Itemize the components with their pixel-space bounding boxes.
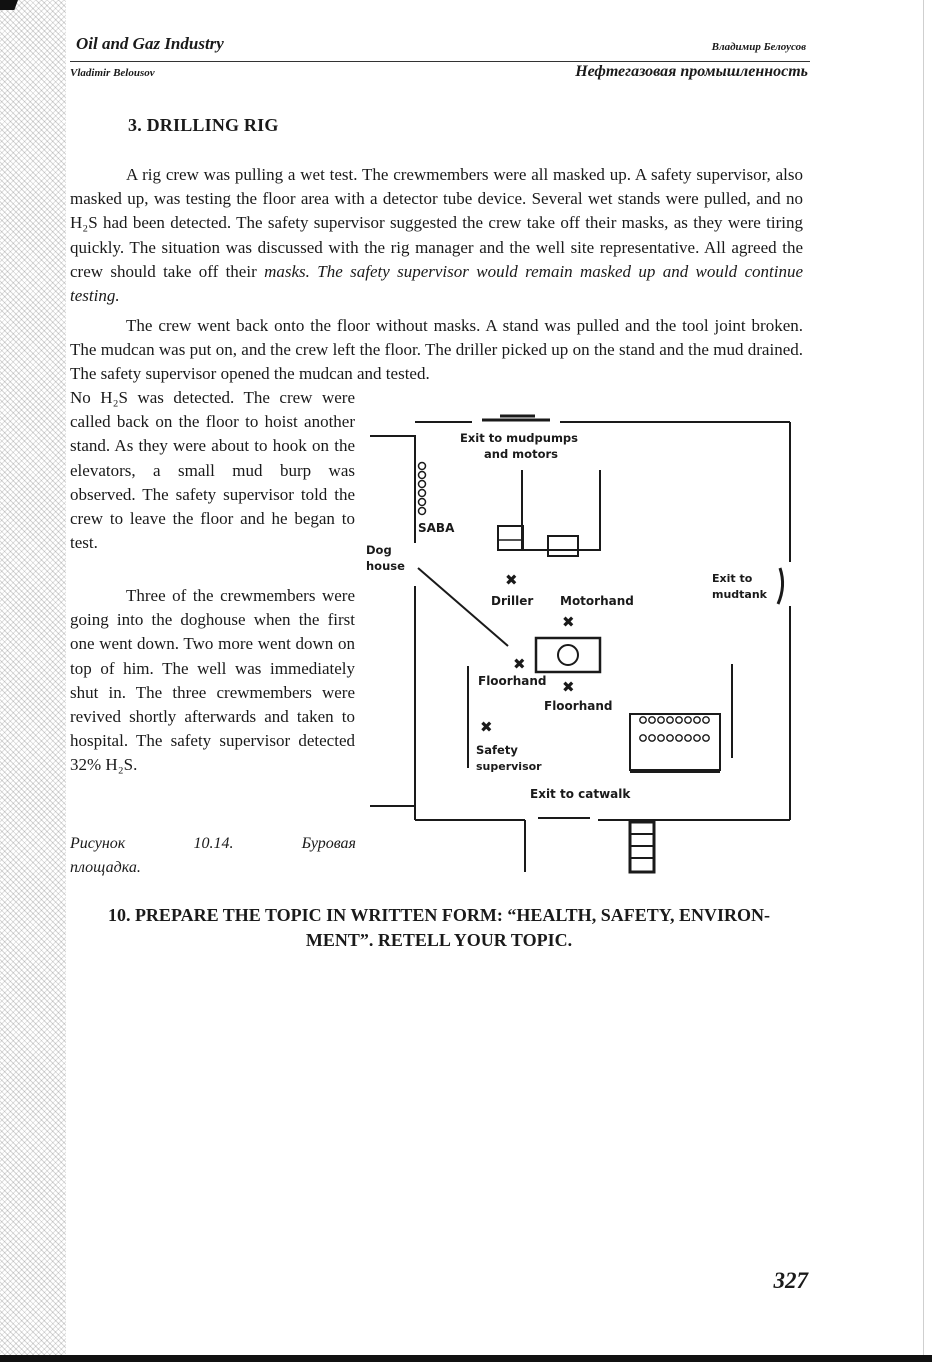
caption-figure-number: 10.14. bbox=[193, 835, 234, 852]
label-exit-mudtank: Exit to bbox=[712, 572, 753, 585]
rig-equipment-box bbox=[548, 536, 578, 556]
scan-binding-edge bbox=[0, 0, 66, 1362]
header-author: Vladimir Belousov bbox=[70, 67, 155, 79]
drilling-rig-floor-diagram bbox=[360, 408, 800, 878]
label-safety-supervisor: supervisor bbox=[476, 760, 542, 773]
caption-figure-word: Рисунок bbox=[70, 835, 126, 852]
paragraph-2: The crew went back onto the floor without masks. A stand was pulled and the tool joint broken. The mudcan was put on, and the crew left the floor. The driller picked up on the stand and the mud drained. The safety supervisor opened the mudcan and tested. bbox=[70, 316, 803, 384]
label-floorhand-1: Floorhand bbox=[478, 674, 547, 688]
label-driller: Driller bbox=[491, 594, 534, 608]
page-number: 327 bbox=[773, 1268, 808, 1293]
paragraph-2-continued: No H₂S was detected. The crew were called back on the floor to hoist another stand. As they were about to hook on the elevators, a small mud burp was observed. The safety supervisor told the crew to leave the floor and he began to test. bbox=[70, 388, 355, 553]
header-book-title: Oil and Gaz Industry bbox=[76, 34, 224, 53]
paragraph-1 bbox=[70, 163, 803, 308]
pipe-rack bbox=[630, 714, 720, 770]
motorhand-marker: ✖ bbox=[562, 613, 575, 631]
wall-left-upper bbox=[370, 436, 415, 543]
driller-marker: ✖ bbox=[505, 571, 518, 589]
label-doghouse: Dog bbox=[366, 543, 392, 557]
caption-title-part-1: Буровая bbox=[301, 835, 356, 852]
label-exit-mudpumps: Exit to mudpumps bbox=[460, 431, 578, 445]
scan-bottom-band bbox=[0, 1355, 932, 1362]
rotary-table bbox=[536, 638, 600, 672]
pipe-rack-pipes bbox=[640, 717, 709, 741]
paragraph-1-text: A rig crew was pulling a wet test. The crewmembers were all masked up. A safety supervisor, also masked up, was testing the floor area with a detector tube device. Several wet stands were pulled, and no H₂S had been detected. The safety supervisor suggested the crew take off their masks, as they were tiring quickly. The situation was discussed with the rig manager and the well site representative. All agreed the crew should take off their bbox=[70, 165, 803, 281]
exit-mudpumps-arrow bbox=[482, 416, 550, 420]
safety-supervisor-marker: ✖ bbox=[480, 718, 493, 736]
label-exit-mudpumps-2: and motors bbox=[484, 447, 558, 461]
task-heading-line-2: MENT”. RETELL YOUR TOPIC. bbox=[305, 930, 573, 950]
floorhand-marker-2: ✖ bbox=[562, 678, 575, 696]
stairs bbox=[630, 822, 654, 872]
exit-mudtank-marker bbox=[778, 568, 783, 604]
label-motorhand: Motorhand bbox=[560, 594, 634, 608]
caption-title-part-2: площадка. bbox=[70, 859, 141, 876]
label-exit-catwalk: Exit to catwalk bbox=[530, 787, 631, 801]
header-book-title-ru: Нефтегазовая промышленность bbox=[575, 63, 808, 80]
header-rule bbox=[70, 61, 810, 62]
header-author-ru: Владимир Белоусов bbox=[711, 41, 806, 53]
label-doghouse-2: house bbox=[366, 559, 405, 573]
figure-caption bbox=[70, 832, 360, 880]
task-heading-line-1: 10. PREPARE THE TOPIC IN WRITTEN FORM: “HEALTH, SAFETY, ENVIRON- bbox=[107, 905, 771, 925]
label-floorhand-2: Floorhand bbox=[544, 699, 613, 713]
paragraph-1-italic-text: masks. The safety supervisor would remain masked up and would continue testing. bbox=[70, 261, 803, 306]
label-safety: Safety bbox=[476, 743, 518, 757]
label-exit-mudtank-2: mudtank bbox=[712, 588, 767, 601]
floorhand-marker-1: ✖ bbox=[513, 655, 526, 673]
drillers-console bbox=[498, 526, 523, 550]
section-title: 3. DRILLING RIG bbox=[128, 115, 279, 135]
page-right-edge bbox=[923, 0, 924, 1362]
task-heading bbox=[70, 903, 808, 953]
paragraph-3: Three of the crewmembers were going into the doghouse when the first one went down. Two more went down on top of him. The well was immediately shut in. The three crewmembers were revived shortly afterwards and taken to hospital. The safety supervisor detected 32% H₂S. bbox=[70, 586, 355, 775]
saba-cylinders bbox=[419, 463, 426, 515]
wellbore bbox=[558, 645, 578, 665]
label-saba: SABA bbox=[418, 521, 455, 535]
drawworks-frame bbox=[522, 470, 600, 550]
